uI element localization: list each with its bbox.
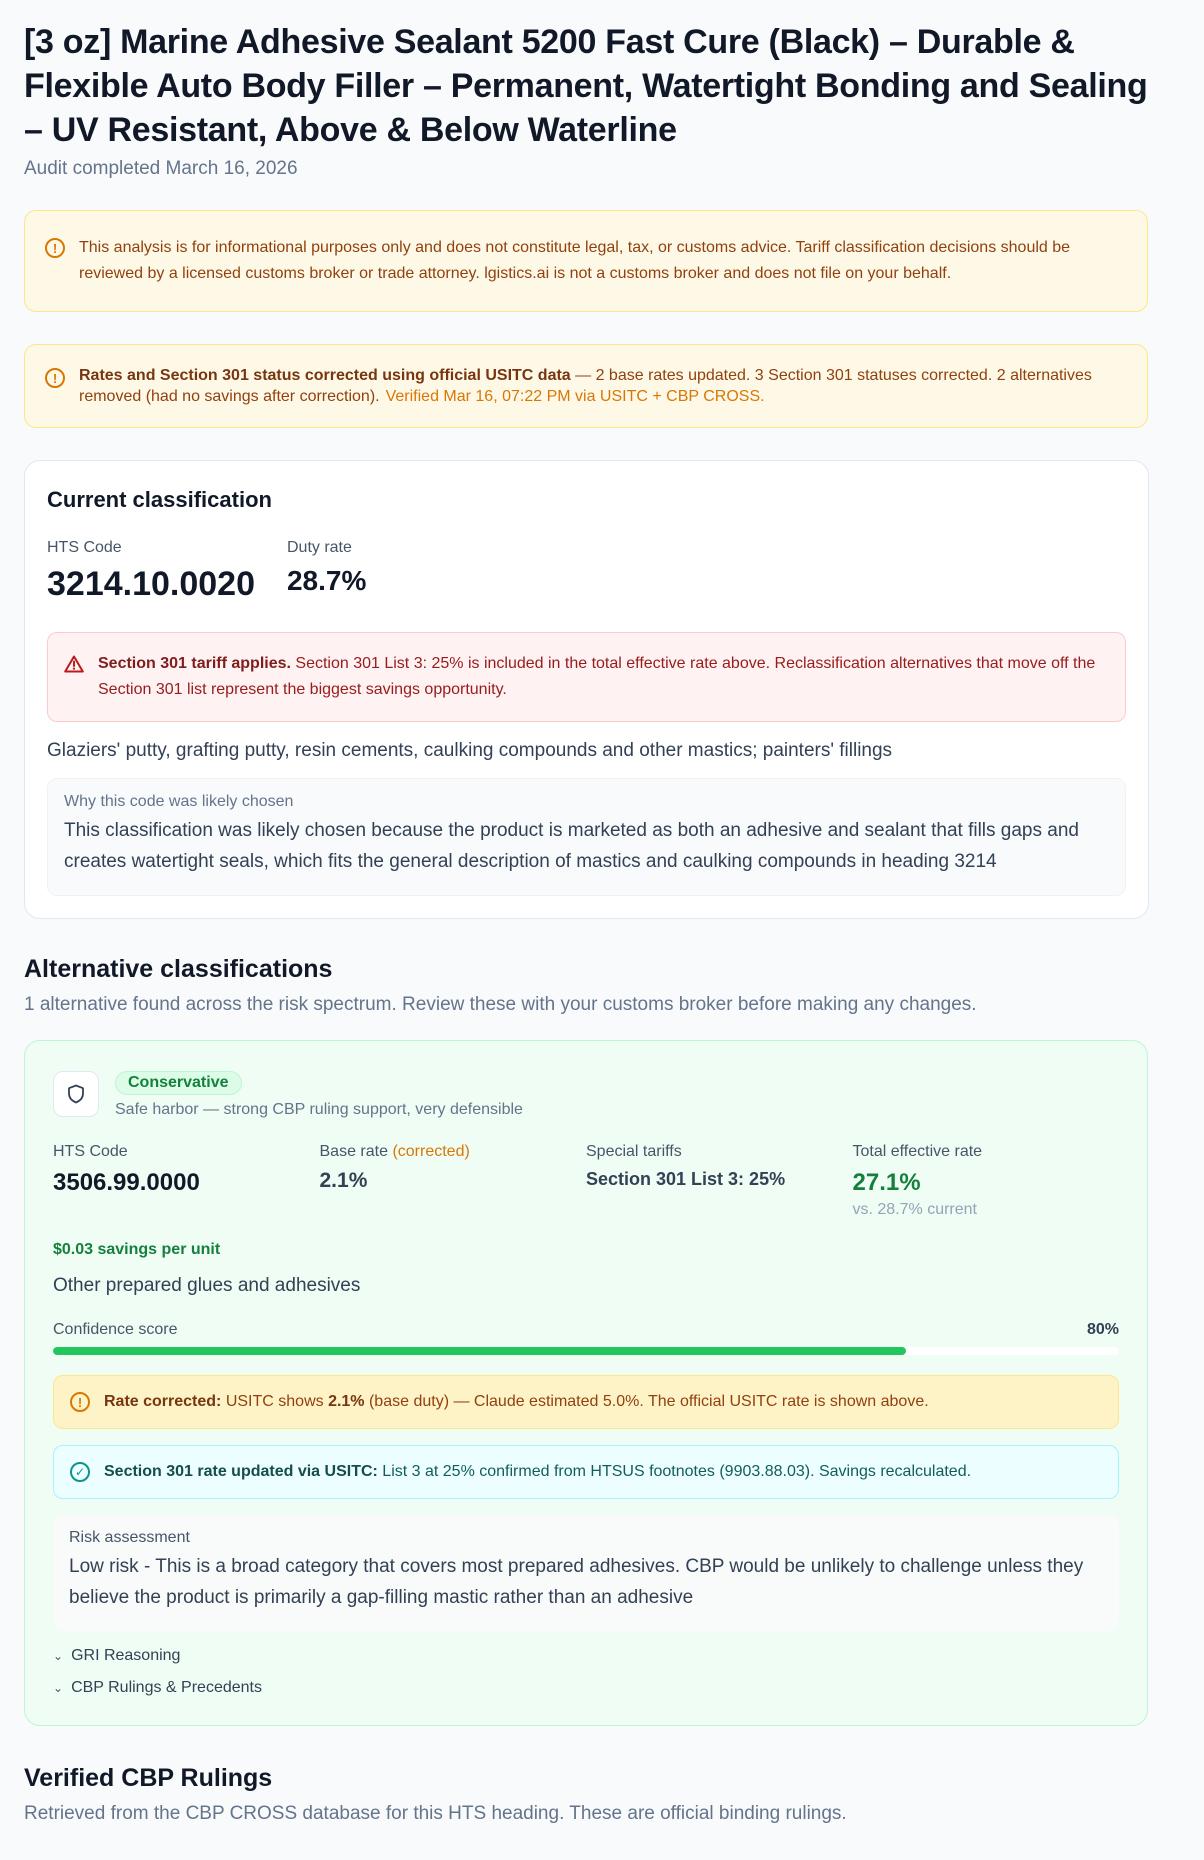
confidence-percent: 80% [1086, 1321, 1119, 1338]
alt-hts-code: 3506.99.0000 [53, 1169, 200, 1196]
alt-base-rate-value: 2.1% [319, 1169, 368, 1192]
cbp-rulings-toggle[interactable]: ⌄ CBP Rulings & Precedents [53, 1679, 262, 1696]
alt-total-rate: Total effective rate 27.1% vs. 28.7% current [853, 1143, 1120, 1219]
check-circle-icon: ✓ [70, 1462, 90, 1482]
alert-circle-icon: ! [70, 1392, 90, 1412]
alt-total-rate-value: 27.1% [852, 1169, 921, 1196]
legal-disclaimer [24, 210, 1148, 312]
audit-date: Audit completed March 16, 2026 [24, 158, 298, 179]
warning-triangle-icon [64, 655, 84, 673]
vs-current: vs. 28.7% current [852, 1201, 977, 1218]
usitc-update-notice: ✓ Section 301 rate updated via USITC: List 3 at 25% confirmed from HTSUS footnotes (9903.88.03). Savings recalculated. [53, 1445, 1119, 1499]
current-hts-description: Glaziers' putty, grafting putty, resin cements, caulking compounds and other mastics; painters' fillings [47, 740, 893, 761]
verified-timestamp: Verified Mar 16, 07:22 PM via USITC + CBP CROSS. [385, 388, 765, 405]
chevron-down-icon: ⌄ [53, 1681, 64, 1695]
confidence-bar [53, 1347, 1119, 1355]
rate-corrected-notice: ! Rate corrected: USITC shows 2.1% (base duty) — Claude estimated 5.0%. The official USITC rate is shown above. [53, 1375, 1119, 1429]
alt-hts-description: Other prepared glues and adhesives [53, 1275, 361, 1296]
alt-special-value: Section 301 List 3: 25% [586, 1169, 786, 1189]
gri-reasoning-toggle[interactable]: ⌄ GRI Reasoning [53, 1647, 181, 1664]
alert-circle-icon: ! [45, 368, 65, 388]
current-hts-code: 3214.10.0020 [47, 565, 255, 603]
legal-disclaimer-text: This analysis is for informational purposes only and does not constitute legal, tax, or customs advice. Tariff classification decisions should be reviewed by a licensed customs broker or trade attorney. lgistics.ai is not a customs broker and does not file on your behalf. [79, 239, 1071, 282]
alt-base-rate: Base rate (corrected) 2.1% [320, 1143, 587, 1219]
section-301-alert [47, 632, 1126, 722]
page-title: [3 oz] Marine Adhesive Sealant 5200 Fast Cure (Black) – Durable & Flexible Auto Body Filler – Permanent, Watertight Bonding and Sealing – UV Resistant, Above & Below Waterline [24, 23, 1148, 149]
confidence-label: Confidence score [53, 1321, 178, 1338]
savings-per-unit: $0.03 savings per unit [53, 1241, 221, 1258]
verified-rulings-subtitle: Retrieved from the CBP CROSS database for this HTS heading. These are official binding rulings. [24, 1803, 847, 1824]
risk-assessment-text: Low risk - This is a broad category that covers most prepared adhesives. CBP would be unlikely to challenge unless they believe the product is primarily a gap-filling mastic rather than an adhesive [69, 1556, 1084, 1608]
current-duty: Duty rate 28.7% [286, 539, 367, 596]
confidence-bar-fill [53, 1347, 906, 1355]
why-chosen-text: This classification was likely chosen because the product is marketed as both an adhesive and sealant that fills gaps and creates watertight seals, which fits the general description of mastics and caulking compounds in heading 3214 [64, 820, 1079, 872]
current-classification-heading: Current classification [47, 487, 272, 512]
alternatives-heading: Alternative classifications [24, 955, 333, 983]
risk-assessment-box: Risk assessment Low risk - This is a broad category that covers most prepared adhesives. CBP would be unlikely to challenge unless they believe the product is primarily a gap-filling mastic rather than an adhesive [53, 1515, 1119, 1631]
chevron-down-icon: ⌄ [53, 1649, 64, 1663]
alt-special-tariffs: Special tariffs Section 301 List 3: 25% [586, 1143, 853, 1219]
alternatives-subtitle: 1 alternative found across the risk spectrum. Review these with your customs broker before making any changes. [24, 994, 977, 1015]
risk-badge: Conservative [115, 1071, 242, 1095]
verified-rulings-heading: Verified CBP Rulings [24, 1764, 273, 1792]
section-301-alert-text: Section 301 tariff applies. Section 301 List 3: 25% is included in the total effective rate above. Reclassification alternatives that move off the Section 301 list represent the biggest savings opportunity. [98, 655, 1096, 698]
rates-correction-text: Rates and Section 301 status corrected using official USITC data — 2 base rates updated. 3 Section 301 statuses corrected. 2 alternatives removed (had no savings after correction). Verified Mar 16, 07:22 PM via USITC + CBP CROSS. [79, 367, 1092, 405]
current-hts: HTS Code 3214.10.0020 [47, 539, 255, 603]
alert-circle-icon: ! [45, 238, 65, 258]
current-classification-card [24, 460, 1149, 919]
rates-correction-notice [24, 344, 1148, 428]
why-chosen-box: Why this code was likely chosen This classification was likely chosen because the product is marketed as both an adhesive and sealant that fills gaps and creates watertight seals, which fits the general description of mastics and caulking compounds in heading 3214 [47, 778, 1126, 896]
alternative-tagline: Safe harbor — strong CBP ruling support, very defensible [115, 1101, 523, 1118]
corrected-label: (corrected) [392, 1143, 470, 1160]
shield-icon [53, 1071, 99, 1117]
current-duty-rate: 28.7% [286, 565, 367, 596]
alt-hts: HTS Code 3506.99.0000 [53, 1143, 320, 1219]
alternative-card [24, 1040, 1148, 1726]
